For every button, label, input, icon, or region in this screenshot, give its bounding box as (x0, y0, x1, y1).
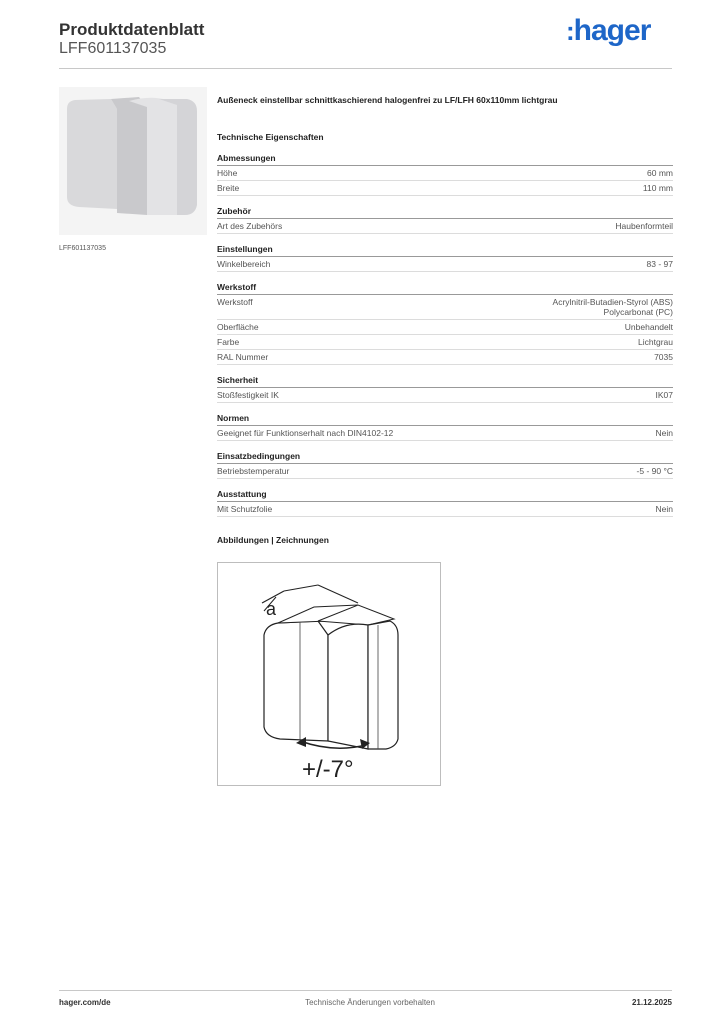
property-value (625, 322, 673, 332)
property-value (647, 168, 673, 178)
group-title: Abmessungen (217, 153, 673, 166)
product-title: Außeneck einstellbar schnittkaschierend halogenfrei zu LF/LFH 60x110mm lichtgrau (217, 95, 558, 105)
footer-website: hager.com/de (59, 998, 111, 1007)
product-thumbnail (59, 87, 207, 235)
property-row (217, 181, 673, 196)
property-value (643, 183, 673, 193)
group-title: Zubehör (217, 206, 673, 219)
property-value-line: Acrylnitril-Butadien-Styrol (ABS) (552, 297, 673, 307)
property-label: Breite (217, 183, 240, 193)
property-value-line: Unbehandelt (624, 322, 673, 332)
property-label: Betriebstemperatur (217, 466, 290, 476)
property-group (217, 375, 673, 403)
property-label: Art des Zubehörs (217, 221, 283, 231)
footer-notice: Technische Änderungen vorbehalten (305, 998, 435, 1007)
property-value (654, 352, 673, 362)
property-label: Höhe (217, 168, 238, 178)
property-value-line: Nein (655, 504, 673, 514)
property-value-line: Haubenformteil (615, 221, 673, 231)
group-title: Normen (217, 413, 673, 426)
property-row (217, 219, 673, 234)
technical-drawing (217, 562, 441, 786)
figures-heading: Abbildungen | Zeichnungen (217, 535, 329, 545)
property-row (217, 335, 673, 350)
property-value-line: Nein (655, 428, 673, 438)
header-divider (59, 68, 672, 69)
property-group (217, 413, 673, 441)
property-group (217, 282, 673, 365)
property-value (553, 297, 673, 317)
properties-heading: Technische Eigenschaften (217, 132, 324, 142)
page-title: Produktdatenblatt (59, 20, 205, 39)
property-value (656, 504, 673, 514)
property-group (217, 489, 673, 517)
property-label: Mit Schutzfolie (217, 504, 273, 514)
group-title: Werkstoff (217, 282, 673, 295)
property-group (217, 244, 673, 272)
property-row (217, 320, 673, 335)
property-label: Stoßfestigkeit IK (217, 390, 279, 400)
property-value-line: 83 - 97 (646, 259, 673, 269)
property-value-line: 60 mm (647, 168, 673, 178)
article-number: LFF601137035 (59, 40, 167, 57)
property-value (638, 337, 673, 347)
property-label: Geeignet für Funktionserhalt nach DIN4102-12 (217, 428, 394, 438)
property-value-line: IK07 (655, 390, 673, 400)
hager-logo: :hager (566, 14, 651, 47)
property-value (637, 466, 673, 476)
property-row (217, 295, 673, 320)
properties-column (217, 95, 673, 545)
property-row (217, 257, 673, 272)
property-row (217, 350, 673, 365)
property-row (217, 426, 673, 441)
group-title: Einsatzbedingungen (217, 451, 673, 464)
property-label: Winkelbereich (217, 259, 271, 269)
logo-text: hager (573, 14, 651, 47)
property-groups (217, 153, 673, 517)
property-value-line: -5 - 90 °C (636, 466, 673, 476)
property-value-line: Polycarbonat (PC) (603, 307, 673, 317)
property-value (656, 390, 674, 400)
property-label: RAL Nummer (217, 352, 269, 362)
property-row (217, 464, 673, 479)
property-label: Farbe (217, 337, 240, 347)
property-value-line: 110 mm (642, 183, 673, 193)
property-group (217, 153, 673, 196)
property-row (217, 166, 673, 181)
dimension-label: a (266, 599, 277, 619)
property-value-line: Lichtgrau (638, 337, 673, 347)
property-value (656, 428, 673, 438)
property-row (217, 388, 673, 403)
thumbnail-caption: LFF601137035 (59, 245, 106, 252)
property-value-line: 7035 (654, 352, 673, 362)
angle-label: +/-7° (302, 756, 354, 783)
property-label: Oberfläche (217, 322, 259, 332)
footer-divider (59, 990, 672, 991)
property-group (217, 206, 673, 234)
group-title: Einstellungen (217, 244, 673, 257)
group-title: Ausstattung (217, 489, 673, 502)
property-row (217, 502, 673, 517)
property-group (217, 451, 673, 479)
property-value (647, 259, 673, 269)
property-label: Werkstoff (217, 297, 253, 307)
property-value (615, 221, 673, 231)
footer-date: 21.12.2025 (631, 998, 672, 1007)
group-title: Sicherheit (217, 375, 673, 388)
